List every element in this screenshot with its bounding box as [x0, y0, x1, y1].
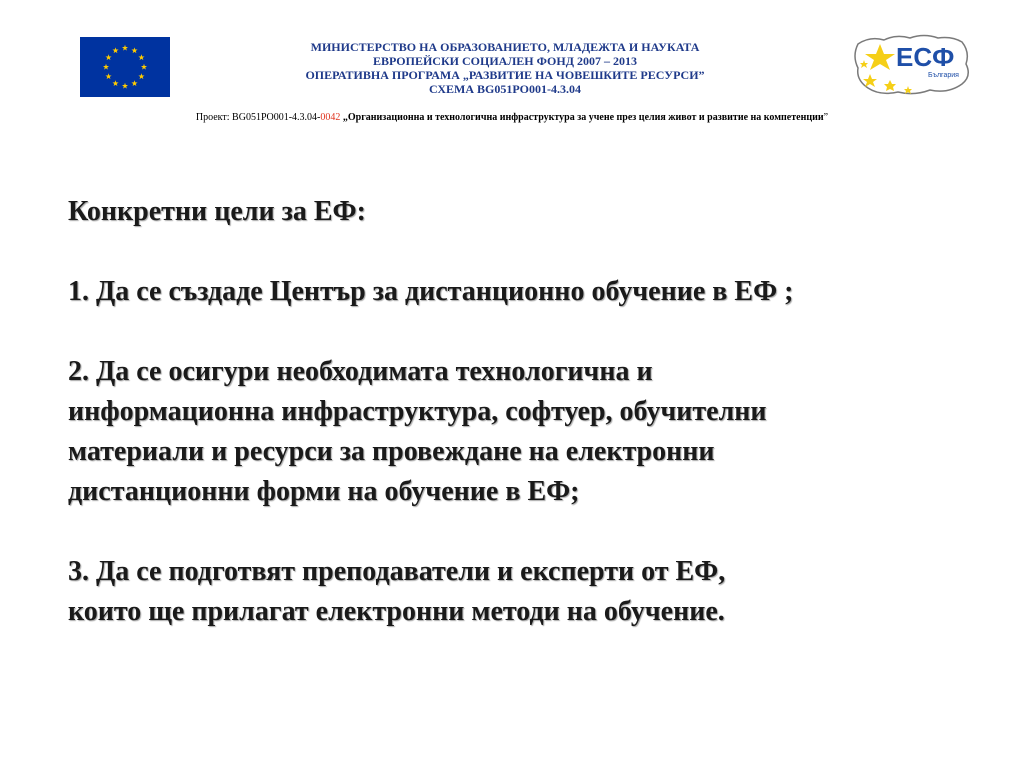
project-closing-quote: ” [823, 112, 829, 123]
objectives-content [68, 192, 988, 632]
objective-item-2 [68, 352, 988, 512]
esf-logo-subtext: България [928, 72, 959, 79]
project-prefix: Проект: BG051PO001-4.3.04- [195, 112, 321, 123]
project-title: „Организационна и технологична инфраструктура за учене през целия живот и развитие на компетенции [340, 112, 824, 123]
esf-logo-text: ЕСФ [896, 42, 955, 72]
objective-2-line-2: информационна инфраструктура, софтуер, обучителни [68, 396, 767, 427]
objective-3-line-1: 3. Да се подготвят преподаватели и експерти от ЕФ, [68, 556, 726, 587]
header-line-programme: ОПЕРАТИВНА ПРОГРАМА „РАЗВИТИЕ НА ЧОВЕШКИТЕ РЕСУРСИ” [305, 68, 705, 82]
objective-2-line-4: дистанционни форми на обучение в ЕФ; [68, 476, 580, 507]
project-code: 0042 [320, 112, 341, 123]
objective-item-1 [68, 272, 988, 312]
esf-bulgaria-logo [850, 30, 974, 100]
objective-2-line-3: материали и ресурси за провеждане на електронни [68, 436, 715, 467]
ministry-header [240, 40, 770, 96]
objectives-heading: Конкретни цели за ЕФ: [68, 196, 366, 227]
objective-item-3 [68, 552, 988, 632]
objective-2-line-1: 2. Да се осигури необходимата технологична и [68, 356, 653, 387]
header-line-esf: ЕВРОПЕЙСКИ СОЦИАЛЕН ФОНД 2007 – 2013 [373, 54, 637, 68]
objective-3-line-2: които ще прилагат електронни методи на обучение. [68, 596, 725, 627]
header-line-ministry: МИНИСТЕРСТВО НА ОБРАЗОВАНИЕТО, МЛАДЕЖТА И НАУКАТА [310, 40, 700, 54]
eu-flag-icon [80, 37, 170, 97]
project-line [0, 112, 1024, 124]
header-line-scheme: СХЕМА BG051PO001-4.3.04 [428, 82, 581, 96]
objective-1-line-1: 1. Да се създаде Център за дистанционно обучение в ЕФ ; [68, 276, 794, 307]
